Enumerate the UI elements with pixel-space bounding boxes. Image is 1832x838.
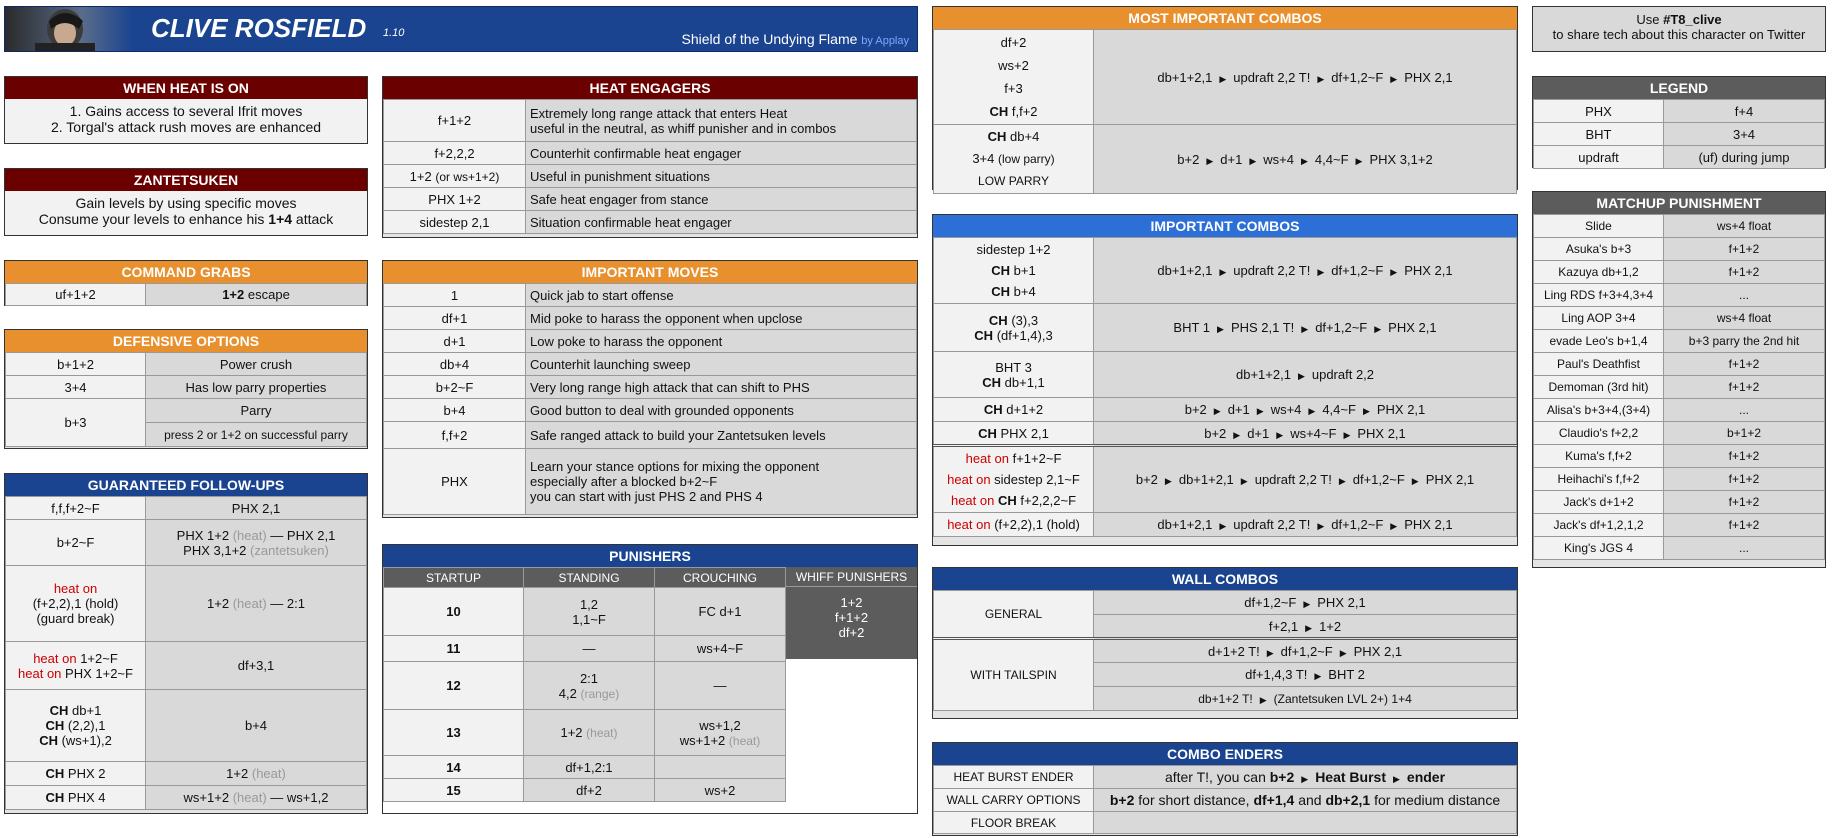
legend-panel — [1532, 76, 1826, 168]
def-move: b+3 — [6, 399, 146, 447]
combo-route: b+2 ▶ db+1+2,1 ▶ updraft 2,2 T! ▶ df+1,2~F ▶ PHX 2,1 — [1094, 446, 1517, 513]
combo-starters: CH (3),3 CH (df+1,4),3 — [934, 304, 1094, 352]
matchup-move: Heihachi's f,f+2 — [1534, 468, 1664, 491]
move-desc: Mid poke to harass the opponent when upclose — [526, 307, 917, 330]
move: PHX — [384, 449, 526, 515]
hashtag-link[interactable]: #T8_clive — [1663, 12, 1722, 27]
heat-line: 2. Torgal's attack rush moves are enhanced — [50, 119, 322, 135]
zantetsuken-line: Gain levels by using specific moves — [75, 195, 297, 211]
heat-engagers-panel — [382, 76, 918, 238]
fu-result: PHX 2,1 — [146, 497, 367, 520]
matchup-move: Kazuya db+1,2 — [1534, 261, 1664, 284]
panel-title: LEGEND — [1533, 77, 1825, 99]
move: d+1 — [384, 330, 526, 353]
matchup-punish: b+3 parry the 2nd hit — [1664, 330, 1825, 353]
matchup-move: Demoman (3rd hit) — [1534, 376, 1664, 399]
legend-def: (uf) during jump — [1664, 146, 1825, 169]
combo-route: df+1,2~F ▶ PHX 2,1 — [1094, 591, 1517, 615]
combo-starters: CH d+1+2 — [934, 398, 1094, 422]
guaranteed-followups-panel — [4, 473, 368, 814]
combo-starters: heat on (f+2,2),1 (hold) — [934, 513, 1094, 537]
matchup-punish: f+1+2 — [1664, 261, 1825, 284]
engager-move: 1+2 (or ws+1+2) — [384, 165, 526, 188]
standing-punisher: df+2 — [524, 779, 655, 802]
crouching-punisher: ws+1,2 ws+1+2 (heat) — [655, 710, 786, 756]
panel-title: HEAT ENGAGERS — [383, 77, 917, 99]
move-desc: Very long range high attack that can shift to PHS — [526, 376, 917, 399]
move-desc: Learn your stance options for mixing the opponent especially after a blocked b+2~F you can start with just PHS 2 and PHS 4 — [526, 449, 917, 515]
twitter-note: Use #T8_clive to share tech about this character on Twitter — [1532, 6, 1826, 52]
combo-starters: df+2 ws+2 f+3 CH f,f+2 — [934, 30, 1094, 125]
move: b+4 — [384, 399, 526, 422]
combo-starters: CH PHX 2,1 — [934, 422, 1094, 446]
combo-route: b+2 ▶ d+1 ▶ ws+4~F ▶ PHX 2,1 — [1094, 422, 1517, 446]
legend-term: BHT — [1534, 123, 1664, 146]
version: 1.10 — [383, 27, 405, 39]
def-move: 3+4 — [6, 376, 146, 399]
combo-route: df+1,4,3 T! ▶ BHT 2 — [1094, 663, 1517, 687]
crouching-punisher: — — [655, 662, 786, 710]
combo-route: db+1+2 T! ▶ (Zantetsuken LVL 2+) 1+4 — [1094, 687, 1517, 711]
startup: 13 — [384, 710, 524, 756]
important-combos-panel — [932, 214, 1518, 546]
matchup-punishment-panel — [1532, 191, 1826, 568]
combo-route: BHT 1 ▶ PHS 2,1 T! ▶ df+1,2~F ▶ PHX 2,1 — [1094, 304, 1517, 352]
col-crouching: CROUCHING — [655, 568, 786, 588]
matchup-punish: f+1+2 — [1664, 491, 1825, 514]
matchup-move: Asuka's b+3 — [1534, 238, 1664, 261]
panel-title: MATCHUP PUNISHMENT — [1533, 192, 1825, 214]
zantetsuken-panel — [4, 168, 368, 236]
ender-label: HEAT BURST ENDER — [934, 766, 1094, 789]
legend-term: PHX — [1534, 100, 1664, 123]
grab-move: uf+1+2 — [6, 284, 146, 306]
engager-desc: Situation confirmable heat engager — [526, 211, 917, 234]
engager-desc: Counterhit confirmable heat engager — [526, 142, 917, 165]
engager-move: f+1+2 — [384, 100, 526, 142]
col-whiff: WHIFF PUNISHERS — [786, 567, 917, 587]
matchup-punish: f+1+2 — [1664, 238, 1825, 261]
fu-move: heat on (f+2,2),1 (hold) (guard break) — [6, 566, 146, 642]
col-startup: STARTUP — [384, 568, 524, 588]
startup: 11 — [384, 636, 524, 662]
def-desc: Parry — [146, 399, 367, 423]
move-desc: Low poke to harass the opponent — [526, 330, 917, 353]
fu-move: CH db+1 CH (2,2),1 CH (ws+1),2 — [6, 690, 146, 762]
standing-punisher: 1+2 (heat) — [524, 710, 655, 756]
panel-title: ZANTETSUKEN — [5, 169, 367, 191]
combo-route: b+2 ▶ d+1 ▶ ws+4 ▶ 4,4~F ▶ PHX 2,1 — [1094, 398, 1517, 422]
crouching-punisher — [655, 756, 786, 779]
matchup-move: Alisa's b+3+4,(3+4) — [1534, 399, 1664, 422]
combo-route: f+2,1 ▶ 1+2 — [1094, 615, 1517, 639]
matchup-move: Slide — [1534, 215, 1664, 238]
heat-line: 1. Gains access to several Ifrit moves — [69, 103, 303, 119]
panel-title: COMBO ENDERS — [933, 743, 1517, 765]
engager-move: f+2,2,2 — [384, 142, 526, 165]
punishers-panel — [382, 544, 918, 814]
fu-result: b+4 — [146, 690, 367, 762]
combo-route: db+1+2,1 ▶ updraft 2,2 T! ▶ df+1,2~F ▶ PHX 2,1 — [1094, 30, 1517, 125]
def-desc: Power crush — [146, 353, 367, 376]
move-desc: Quick jab to start offense — [526, 284, 917, 307]
startup: 10 — [384, 588, 524, 636]
wall-combos-panel — [932, 567, 1518, 719]
crouching-punisher: ws+4~F — [655, 636, 786, 662]
legend-term: updraft — [1534, 146, 1664, 169]
panel-title: DEFENSIVE OPTIONS — [5, 330, 367, 352]
matchup-move: Claudio's f+2,2 — [1534, 422, 1664, 445]
wall-category: WITH TAILSPIN — [934, 639, 1094, 711]
combo-starters: sidestep 1+2 CH b+1 CH b+4 — [934, 238, 1094, 304]
combo-route: b+2 ▶ d+1 ▶ ws+4 ▶ 4,4~F ▶ PHX 3,1+2 — [1094, 125, 1517, 194]
panel-title: MOST IMPORTANT COMBOS — [933, 7, 1517, 29]
matchup-punish: b+1+2 — [1664, 422, 1825, 445]
matchup-punish: f+1+2 — [1664, 514, 1825, 537]
startup: 14 — [384, 756, 524, 779]
move-desc: Safe ranged attack to build your Zantetsuken levels — [526, 422, 917, 449]
startup: 15 — [384, 779, 524, 802]
engager-move: PHX 1+2 — [384, 188, 526, 211]
whiff-punishers: WHIFF PUNISHERS 1+2 f+1+2 df+2 — [786, 567, 917, 659]
panel-title: IMPORTANT COMBOS — [933, 215, 1517, 237]
character-portrait — [5, 7, 133, 51]
move-desc: Good button to deal with grounded opponents — [526, 399, 917, 422]
most-important-combos-panel — [932, 6, 1518, 190]
fu-result: 1+2 (heat) — 2:1 — [146, 566, 367, 642]
subtitle: Shield of the Undying Flame by Applay — [681, 31, 909, 47]
combo-route: db+1+2,1 ▶ updraft 2,2 — [1094, 352, 1517, 398]
legend-def: 3+4 — [1664, 123, 1825, 146]
matchup-punish: ws+4 float — [1664, 307, 1825, 330]
standing-punisher: 1,2 1,1~F — [524, 588, 655, 636]
matchup-punish: ... — [1664, 399, 1825, 422]
wall-category: GENERAL — [934, 591, 1094, 639]
matchup-move: Jack's df+1,2,1,2 — [1534, 514, 1664, 537]
ender-desc: after T!, you can b+2 ▶ Heat Burst ▶ ender — [1094, 766, 1517, 789]
fu-move: b+2~F — [6, 520, 146, 566]
move: b+2~F — [384, 376, 526, 399]
ender-label: FLOOR BREAK — [934, 812, 1094, 834]
fu-result: ws+1+2 (heat) — ws+1,2 — [146, 786, 367, 810]
standing-punisher: — — [524, 636, 655, 662]
panel-title: COMMAND GRABS — [5, 261, 367, 283]
move: 1 — [384, 284, 526, 307]
crouching-punisher: ws+2 — [655, 779, 786, 802]
startup: 12 — [384, 662, 524, 710]
move: db+4 — [384, 353, 526, 376]
panel-title: PUNISHERS — [383, 545, 917, 567]
combo-route: d+1+2 T! ▶ df+1,2~F ▶ PHX 2,1 — [1094, 639, 1517, 663]
important-moves-panel — [382, 260, 918, 518]
fu-result: df+3,1 — [146, 642, 367, 690]
engager-desc: Safe heat engager from stance — [526, 188, 917, 211]
combo-route: db+1+2,1 ▶ updraft 2,2 T! ▶ df+1,2~F ▶ PHX 2,1 — [1094, 513, 1517, 537]
title-banner — [4, 6, 918, 52]
combo-enders-panel — [932, 742, 1518, 836]
when-heat-is-on-panel — [4, 76, 368, 144]
ender-desc — [1094, 812, 1517, 834]
panel-title: WHEN HEAT IS ON — [5, 77, 367, 99]
fu-move: CH PHX 2 — [6, 762, 146, 786]
command-grabs-panel — [4, 260, 368, 306]
matchup-punish: ... — [1664, 537, 1825, 560]
matchup-move: Kuma's f,f+2 — [1534, 445, 1664, 468]
combo-starters: BHT 3 CH db+1,1 — [934, 352, 1094, 398]
def-move: b+1+2 — [6, 353, 146, 376]
grab-escape: 1+2 escape — [146, 284, 367, 306]
author-link[interactable]: by Applay — [861, 35, 909, 47]
legend-def: f+4 — [1664, 100, 1825, 123]
standing-punisher: df+1,2:1 — [524, 756, 655, 779]
fu-result: PHX 1+2 (heat) — PHX 2,1 PHX 3,1+2 (zantetsuken) — [146, 520, 367, 566]
matchup-punish: f+1+2 — [1664, 468, 1825, 491]
fu-result: 1+2 (heat) — [146, 762, 367, 786]
matchup-move: Paul's Deathfist — [1534, 353, 1664, 376]
panel-title: IMPORTANT MOVES — [383, 261, 917, 283]
matchup-move: Ling RDS f+3+4,3+4 — [1534, 284, 1664, 307]
engager-desc: Extremely long range attack that enters Heat useful in the neutral, as whiff punisher and in combos — [526, 100, 917, 142]
combo-route: db+1+2,1 ▶ updraft 2,2 T! ▶ df+1,2~F ▶ PHX 2,1 — [1094, 238, 1517, 304]
move-desc: Counterhit launching sweep — [526, 353, 917, 376]
matchup-punish: f+1+2 — [1664, 376, 1825, 399]
zantetsuken-line: Consume your levels to enhance his 1+4 attack — [38, 211, 334, 227]
def-note: press 2 or 1+2 on successful parry — [146, 423, 367, 447]
matchup-punish: ws+4 float — [1664, 215, 1825, 238]
engager-move: sidestep 2,1 — [384, 211, 526, 234]
matchup-punish: f+1+2 — [1664, 353, 1825, 376]
matchup-punish: ... — [1664, 284, 1825, 307]
matchup-move: Jack's d+1+2 — [1534, 491, 1664, 514]
def-desc: Has low parry properties — [146, 376, 367, 399]
engager-desc: Useful in punishment situations — [526, 165, 917, 188]
matchup-punish: f+1+2 — [1664, 445, 1825, 468]
matchup-move: King's JGS 4 — [1534, 537, 1664, 560]
move: f,f+2 — [384, 422, 526, 449]
character-name: CLIVE ROSFIELD — [151, 13, 367, 43]
panel-title: WALL COMBOS — [933, 568, 1517, 590]
crouching-punisher: FC d+1 — [655, 588, 786, 636]
matchup-move: evade Leo's b+1,4 — [1534, 330, 1664, 353]
combo-starters: heat on f+1+2~F heat on sidestep 2,1~F heat on CH f+2,2,2~F — [934, 446, 1094, 513]
defensive-options-panel — [4, 329, 368, 449]
standing-punisher: 2:1 4,2 (range) — [524, 662, 655, 710]
fu-move: CH PHX 4 — [6, 786, 146, 810]
move: df+1 — [384, 307, 526, 330]
ender-label: WALL CARRY OPTIONS — [934, 789, 1094, 812]
panel-title: GUARANTEED FOLLOW-UPS — [5, 474, 367, 496]
fu-move: f,f,f+2~F — [6, 497, 146, 520]
matchup-move: Ling AOP 3+4 — [1534, 307, 1664, 330]
col-standing: STANDING — [524, 568, 655, 588]
ender-desc: b+2 for short distance, df+1,4 and db+2,1 for medium distance — [1094, 789, 1517, 812]
fu-move: heat on 1+2~F heat on PHX 1+2~F — [6, 642, 146, 690]
combo-starters: CH db+4 3+4 (low parry) LOW PARRY — [934, 125, 1094, 194]
